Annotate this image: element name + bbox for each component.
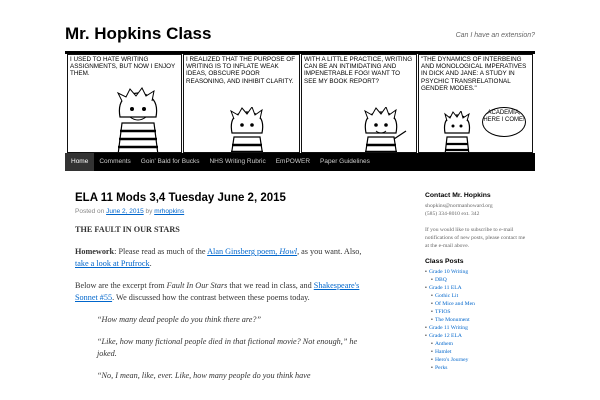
post-meta xyxy=(75,208,184,215)
bullet-icon: ▪ xyxy=(431,293,433,299)
sidebar xyxy=(425,192,535,372)
category-label[interactable]: DBQ xyxy=(434,277,447,283)
category-item[interactable] xyxy=(425,308,535,316)
comic-panel-2 xyxy=(183,54,300,153)
category-item[interactable] xyxy=(425,268,535,276)
bullet-icon: ▪ xyxy=(425,269,427,275)
bullet-icon: ▪ xyxy=(425,325,427,331)
nav-item-paper-guidelines[interactable]: Paper Guidelines xyxy=(320,158,370,165)
category-item[interactable] xyxy=(425,300,535,308)
contact-widget-title: Contact Mr. Hopkins xyxy=(425,192,491,199)
calvin-figure xyxy=(352,107,408,153)
nav-item-empower[interactable]: EmPOWER xyxy=(275,158,311,165)
category-item[interactable] xyxy=(425,292,535,300)
category-label[interactable]: Hamlet xyxy=(434,349,452,355)
bullet-icon: ▪ xyxy=(431,341,433,347)
category-item[interactable] xyxy=(425,364,535,372)
comic-panel-3-text: WITH A LITTLE PRACTICE, WRITING CAN BE AN INTIMIDATING AND IMPENETRABLE FOG! WANT TO SEE MY BOOK REPORT? xyxy=(304,56,413,85)
class-posts-title: Class Posts xyxy=(425,258,464,265)
comic-panel-4-small-balloon: ACADEMIA, HERE I COME! xyxy=(482,107,526,137)
calvin-figure xyxy=(222,107,272,153)
category-item[interactable] xyxy=(425,332,535,340)
category-item[interactable] xyxy=(425,284,535,292)
contact-phone: (585) 334-8010 ext. 342 xyxy=(425,211,480,217)
calvin-figure xyxy=(437,111,477,153)
comic-panel-1-text: I USED TO HATE WRITING ASSIGNMENTS, BUT NOW I ENJOY THEM. xyxy=(70,56,176,78)
site-description: Can I have an extension? xyxy=(455,32,535,39)
post-heading: THE FAULT IN OUR STARS xyxy=(75,225,180,234)
category-label[interactable]: Grade 11 ELA xyxy=(428,285,462,291)
calvin-figure xyxy=(108,87,168,153)
bullet-icon: ▪ xyxy=(431,309,433,315)
comic-panel-3 xyxy=(301,54,417,153)
homework-text-2: , as you want. Also, xyxy=(297,247,362,256)
bullet-icon: ▪ xyxy=(425,333,427,339)
category-label[interactable]: Of Mice and Men xyxy=(434,301,475,307)
homework-text-1: : Please read as much of the xyxy=(114,247,206,256)
bullet-icon: ▪ xyxy=(431,349,433,355)
nav-menu xyxy=(65,153,535,171)
homework-paragraph xyxy=(75,246,375,270)
category-label[interactable]: Grade 11 Writing xyxy=(428,325,468,331)
quote-paragraph: “How many dead people do you think there are?” xyxy=(97,315,262,324)
post-body xyxy=(75,224,375,392)
contact-email: shopkins@normanhoward.org xyxy=(425,203,493,209)
category-item[interactable] xyxy=(425,316,535,324)
category-label[interactable]: TFIOS xyxy=(434,309,451,315)
category-item[interactable] xyxy=(425,324,535,332)
quote-paragraph: “Like, how many fictional people died in that fictional movie? Not enough,” he joked. xyxy=(97,337,358,358)
category-label[interactable]: Hero's Journey xyxy=(434,357,469,363)
category-label[interactable]: Anthem xyxy=(434,341,454,347)
homework-text-3: . xyxy=(149,259,152,268)
main-navigation xyxy=(65,153,535,171)
comic-panel-1 xyxy=(67,54,182,153)
comic-panel-4-text: "THE DYNAMICS OF INTERBEING AND MONOLOGICAL IMPERATIVES IN DICK AND JANE: A STUDY IN PSYCHIC TRANSRELATIONAL GENDER MODES." xyxy=(421,56,527,92)
sonnet-55-link[interactable]: Shakespeare's Sonnet #55 xyxy=(75,281,360,302)
bullet-icon: ▪ xyxy=(431,317,433,323)
bullet-icon: ▪ xyxy=(425,285,427,291)
category-item[interactable] xyxy=(425,348,535,356)
category-item[interactable] xyxy=(425,276,535,284)
bullet-icon: ▪ xyxy=(431,365,433,371)
header-banner-comic xyxy=(65,51,535,153)
meta-posted-label: Posted on xyxy=(75,208,105,215)
meta-by-label: by xyxy=(145,208,153,215)
category-item[interactable] xyxy=(425,340,535,348)
category-item[interactable] xyxy=(425,356,535,364)
category-list xyxy=(425,268,535,372)
post-title[interactable]: ELA 11 Mods 3,4 Tuesday June 2, 2015 xyxy=(75,192,286,204)
nav-item-nhs-writing-rubric[interactable]: NHS Writing Rubric xyxy=(209,158,266,165)
homework-label: Homework xyxy=(75,247,115,256)
category-label[interactable]: The Monument xyxy=(434,317,470,323)
site-title[interactable]: Mr. Hopkins Class xyxy=(65,24,212,43)
nav-item-home[interactable]: Home xyxy=(65,153,94,171)
excerpt-intro-paragraph: Below are the excerpt from Fault In Our Stars that we read in class, and Shakespeare's Sonnet #55. We discussed how the contrast between these poems today. xyxy=(75,281,360,302)
category-label[interactable]: Grade 12 ELA xyxy=(428,333,462,339)
nav-item-goin-bald[interactable]: Goin' Bald for Bucks xyxy=(140,158,200,165)
prufrock-link[interactable]: take a look at Prufrock xyxy=(75,259,150,268)
book-title: Fault In Our Stars xyxy=(166,281,228,290)
nav-item-comments[interactable]: Comments xyxy=(99,158,131,165)
quote-paragraph: “No, I mean, like, ever. Like, how many people do you think have xyxy=(97,371,311,380)
category-label[interactable]: Perks xyxy=(434,365,448,371)
category-label[interactable]: Gothic Lit xyxy=(434,293,459,299)
comic-panel-2-text: I REALIZED THAT THE PURPOSE OF WRITING IS TO INFLATE WEAK IDEAS, OBSCURE POOR REASONING, AND INHIBIT CLARITY. xyxy=(186,56,296,85)
category-label[interactable]: Grade 10 Writing xyxy=(428,269,469,275)
post-author-link[interactable]: mrhopkins xyxy=(154,208,185,215)
bullet-icon: ▪ xyxy=(431,357,433,363)
bullet-icon: ▪ xyxy=(431,301,433,307)
subscribe-text: If you would like to subscribe to e-mail notifications of new posts, please contact me at the e-mail above. xyxy=(425,227,526,249)
ginsberg-howl-link[interactable]: Alan Ginsberg poem, Howl xyxy=(207,247,298,256)
post-date-link[interactable]: June 2, 2015 xyxy=(106,208,144,215)
comic-panel-4 xyxy=(418,54,533,153)
bullet-icon: ▪ xyxy=(431,277,433,283)
